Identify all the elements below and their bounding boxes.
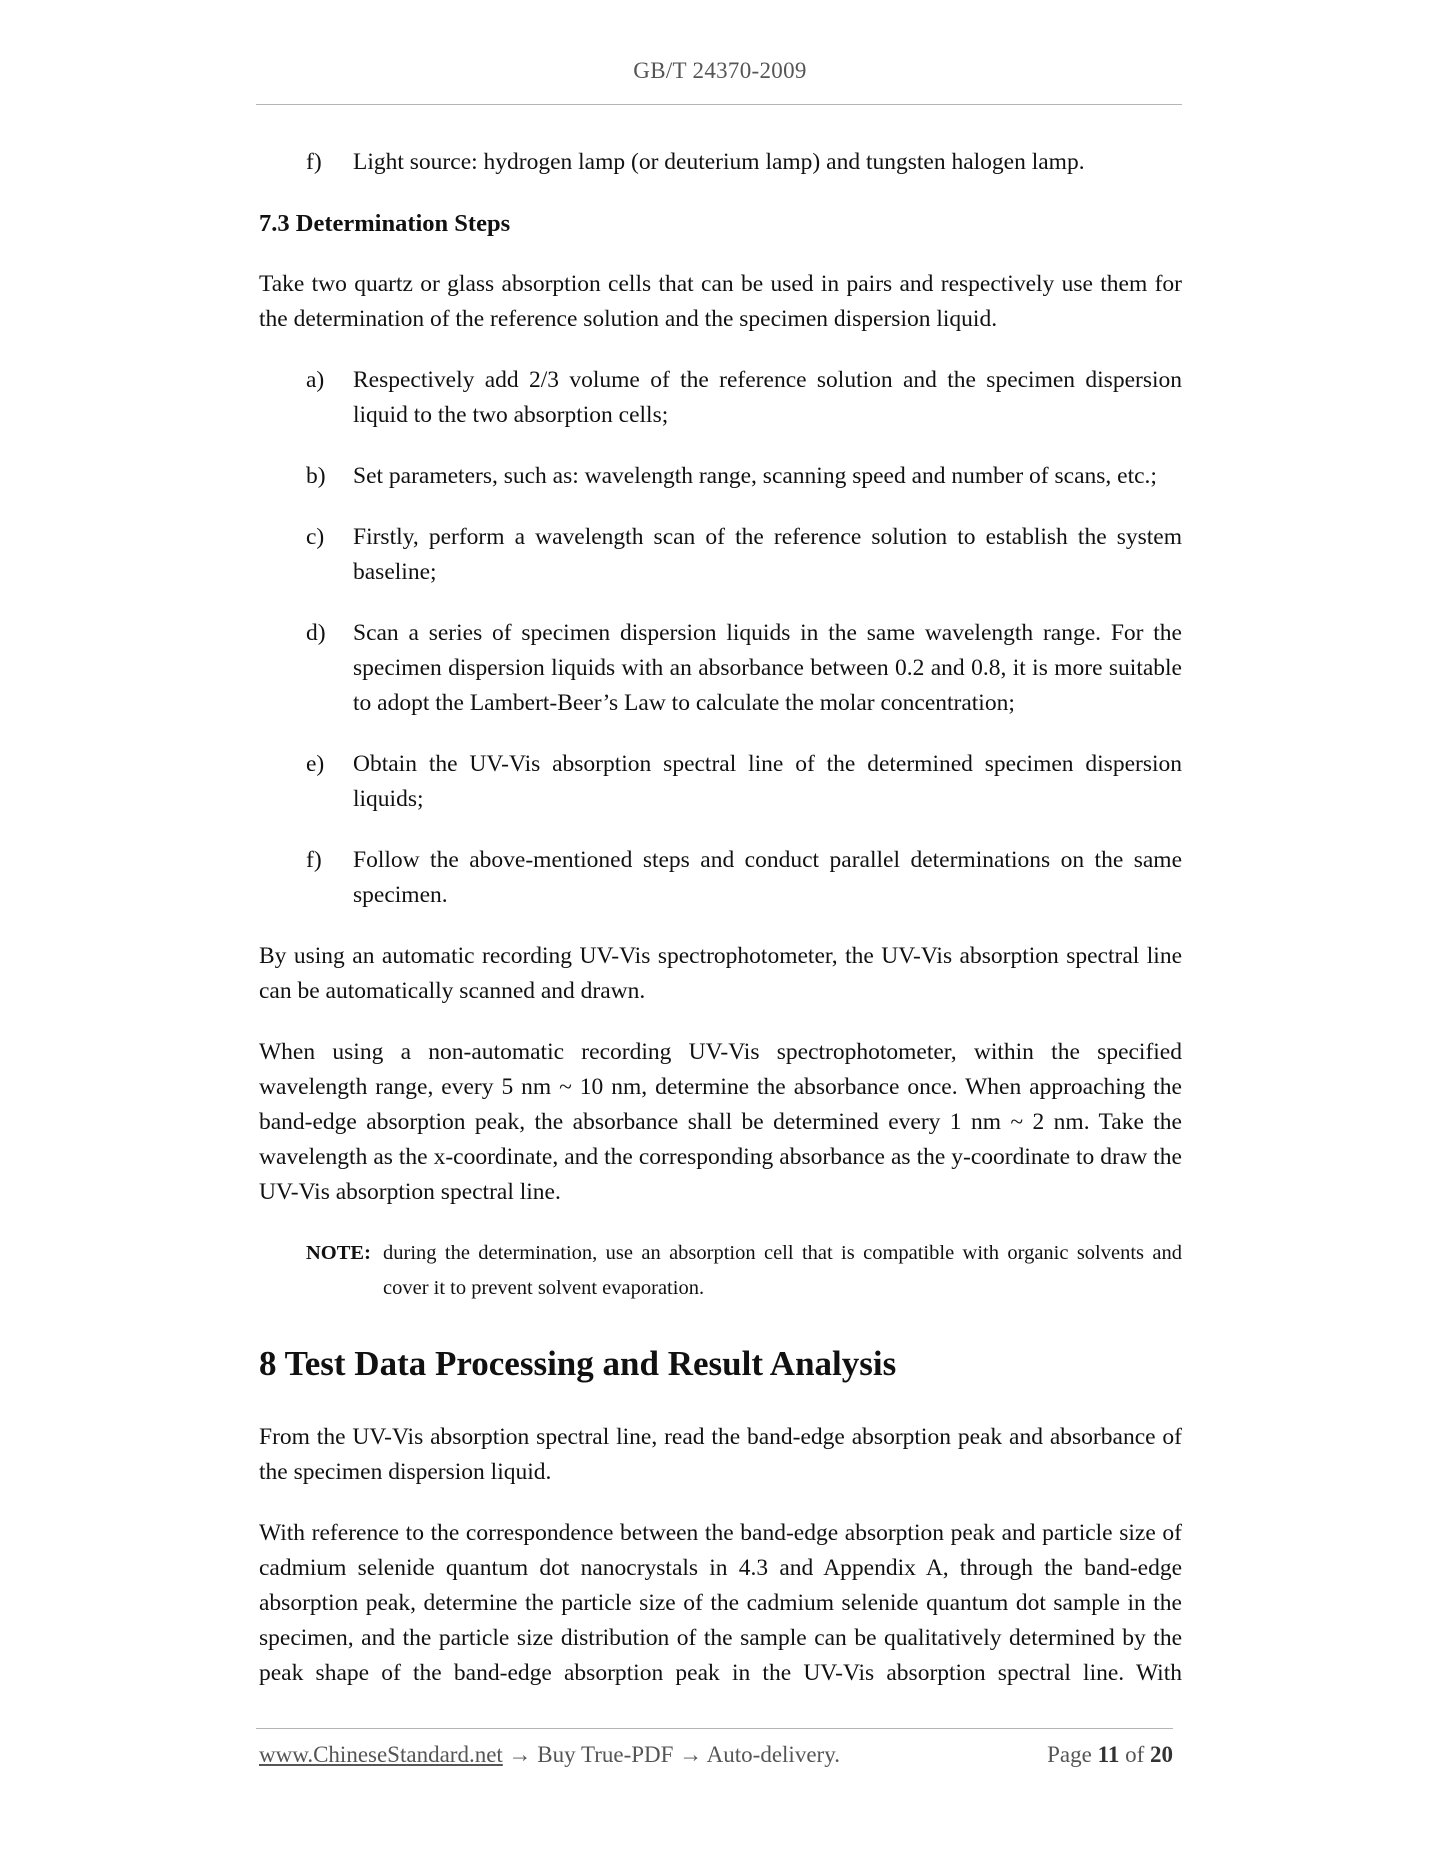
list-marker: f) (306, 149, 322, 175)
note-block (306, 1236, 1182, 1306)
list-marker: c) (306, 524, 325, 550)
page-word: Page (1047, 1742, 1092, 1767)
list-text: Scan a series of specimen dispersion liquids in the same wavelength range. For the specimen dispersion liquids with an absorbance between 0.2 and 0.8, it is more suitable to adopt the Lambert-Beer’s Law to calculate the molar concentration; (353, 620, 1182, 716)
delivery-text: Auto-delivery. (706, 1742, 840, 1767)
list-marker: d) (306, 620, 326, 646)
list-marker: a) (306, 367, 325, 393)
list-text: Firstly, perform a wavelength scan of the reference solution to establish the system baseline; (353, 524, 1182, 585)
list-item-step-f (306, 843, 1182, 913)
paragraph-manual-recording: When using a non-automatic recording UV-Vis spectrophotometer, within the specified wavelength range, every 5 nm ~ 10 nm, determine the absorbance once. When approaching the band-edge absorption peak, the absorbance shall be determined every 1 nm ~ 2 nm. Take the wavelength as the x-coordinate, and the corresponding absorbance as the y-coordinate to draw the UV-Vis absorption spectral line. (259, 1039, 1182, 1205)
page-total: 20 (1150, 1742, 1173, 1767)
paragraph-read-peak: From the UV-Vis absorption spectral line, read the band-edge absorption peak and absorbance of the specimen dispersion liquid. (259, 1424, 1182, 1485)
header-divider (256, 104, 1182, 105)
paragraph-intro: Take two quartz or glass absorption cells that can be used in pairs and respectively use them for the determination of the reference solution and the specimen dispersion liquid. (259, 271, 1182, 332)
arrow-right-icon: → (508, 1742, 532, 1767)
note-label: NOTE: (306, 1242, 371, 1264)
list-marker: f) (306, 847, 322, 873)
list-marker: b) (306, 463, 326, 489)
footer-promo (259, 1742, 840, 1768)
paragraph-automatic-recording: By using an automatic recording UV-Vis spectrophotometer, the UV-Vis absorption spectral line can be automatically scanned and drawn. (259, 943, 1182, 1004)
list-item-light-source (306, 145, 1182, 180)
list-item-step-e (306, 747, 1182, 817)
buy-text: Buy True-PDF (537, 1742, 674, 1767)
page-header (258, 58, 1182, 84)
list-text: Set parameters, such as: wavelength range, scanning speed and number of scans, etc.; (353, 463, 1157, 489)
list-text: Obtain the UV-Vis absorption spectral line of the determined specimen dispersion liquids; (353, 751, 1182, 812)
site-link[interactable]: www.ChineseStandard.net (259, 1742, 503, 1767)
list-item-step-d (306, 616, 1182, 721)
page-content (259, 145, 1182, 1717)
section-heading-7-3: 7.3 Determination Steps (259, 210, 511, 237)
paragraph-particle-size: With reference to the correspondence between the band-edge absorption peak and particle size of cadmium selenide quantum dot nanocrystals in 4.3 and Appendix A, through the band-edge absorption peak, determine the particle size of the cadmium selenide quantum dot sample in the specimen, and the particle size distribution of the sample can be qualitatively determined by the peak shape of the band-edge absorption peak in the UV-Vis absorption spectral line. With (259, 1520, 1182, 1686)
page-footer (259, 1742, 1173, 1768)
section-heading-8: 8 Test Data Processing and Result Analysis (259, 1344, 897, 1383)
standard-id: GB/T 24370-2009 (633, 58, 807, 83)
list-item-step-c (306, 520, 1182, 590)
of-word: of (1125, 1742, 1145, 1767)
footer-divider (256, 1728, 1173, 1729)
page-current: 11 (1097, 1742, 1120, 1767)
list-text: Light source: hydrogen lamp (or deuterium lamp) and tungsten halogen lamp. (353, 149, 1085, 175)
list-text: Respectively add 2/3 volume of the reference solution and the specimen dispersion liquid to the two absorption cells; (353, 367, 1182, 428)
list-marker: e) (306, 751, 325, 777)
arrow-right-icon: → (679, 1742, 703, 1767)
page-number (1047, 1742, 1173, 1768)
note-text: during the determination, use an absorption cell that is compatible with organic solvents and cover it to prevent solvent evaporation. (383, 1242, 1182, 1299)
list-item-step-b (306, 459, 1182, 494)
list-text: Follow the above-mentioned steps and conduct parallel determinations on the same specimen. (353, 847, 1182, 908)
list-item-step-a (306, 363, 1182, 433)
